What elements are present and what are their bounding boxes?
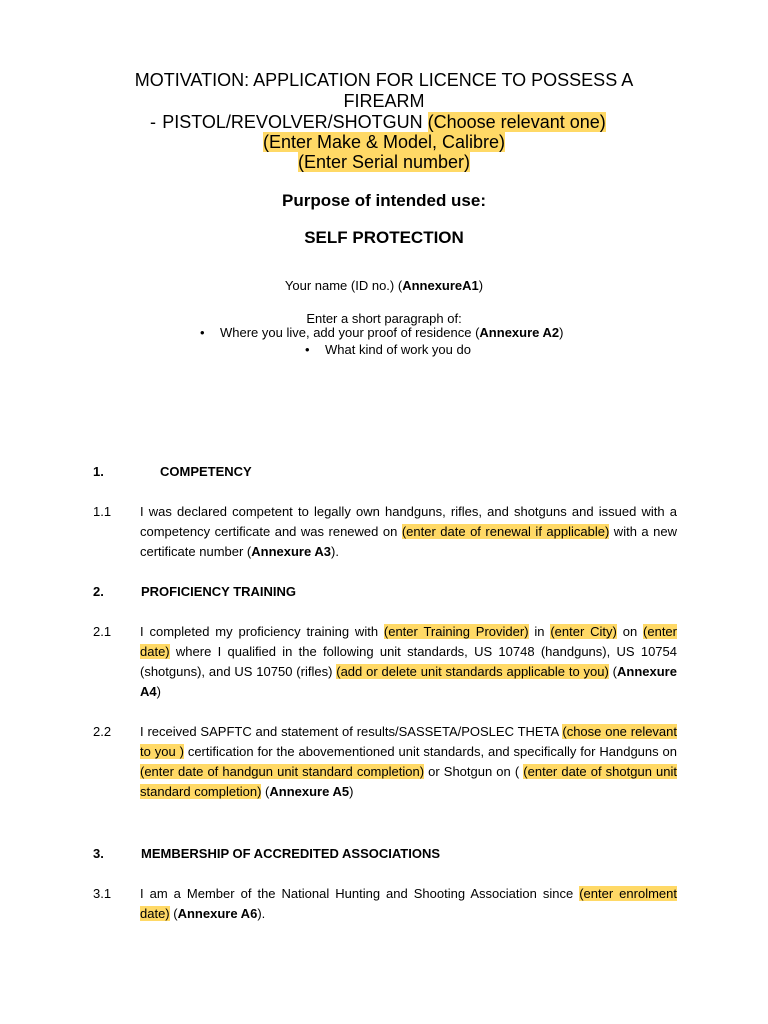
serial-number-line xyxy=(40,152,728,173)
paragraph-number: 3.1 xyxy=(93,886,112,901)
annexure-a6: Annexure A6 xyxy=(177,906,258,921)
training-date-placeholder: (enter date) xyxy=(140,624,677,659)
bullet-icon: • xyxy=(305,342,310,357)
firearm-type-text: PISTOL/REVOLVER/SHOTGUN xyxy=(162,112,428,132)
make-model-placeholder: (Enter Make & Model, Calibre) xyxy=(262,132,506,152)
city-placeholder: (enter City) xyxy=(550,624,617,639)
paragraph-number: 2.2 xyxy=(93,724,112,739)
section-heading-proficiency-training: 2. PROFICIENCY TRAINING xyxy=(93,584,297,599)
firearm-type-placeholder: (Choose relevant one) xyxy=(427,112,606,132)
bullet-icon: • xyxy=(200,325,205,340)
purpose-heading: Purpose of intended use: xyxy=(281,191,487,210)
bullet-item-work: • What kind of work you do xyxy=(305,342,471,357)
firearm-type-line xyxy=(40,112,728,133)
annexure-a1: AnnexureA1 xyxy=(402,278,479,293)
paragraph-1-1: 1.1 I was declared competent to legally own handguns, rifles, and shotguns and issued with a competency certificate and was renewed on (enter date of renewal if applicable) with a new certificate number (Annexure A3). xyxy=(93,504,677,559)
certification-body-placeholder: (chose one relevant to you ) xyxy=(140,724,678,759)
your-name-line: Your name (ID no.) (AnnexureA1) xyxy=(284,278,484,293)
bullet-item-residence: • Where you live, add your proof of residence (Annexure A2) xyxy=(200,325,564,340)
annexure-a5: Annexure A5 xyxy=(269,784,350,799)
enrolment-date-placeholder: (enter enrolment date) xyxy=(140,886,677,921)
document-title-line-1: MOTIVATION: APPLICATION FOR LICENCE TO POSSESS A xyxy=(134,70,634,90)
make-model-line xyxy=(40,132,728,153)
training-provider-placeholder: (enter Training Provider) xyxy=(383,624,529,639)
annexure-a2: Annexure A2 xyxy=(479,325,560,340)
serial-number-placeholder: (Enter Serial number) xyxy=(297,152,471,172)
paragraph-number: 1.1 xyxy=(93,504,112,519)
paragraph-2-2: 2.2 I received SAPFTC and statement of results/SASSETA/POSLEC THETA (chose one relevant to you ) certification for the abovementioned unit standards, and specifically for Handguns on (enter date of handgun unit standard completion) or Shotgun on ( (enter date of shotgun unit standard completion) (Annexure A5) xyxy=(93,724,678,799)
unit-standards-placeholder: (add or delete unit standards applicable to you) xyxy=(336,664,609,679)
handgun-date-placeholder: (enter date of handgun unit standard completion) xyxy=(140,764,425,779)
paragraph-2-1: 2.1 I completed my proficiency training with (enter Training Provider) in (enter City) on (enter date) where I qualified in the following unit standards, US 10748 (handguns), US 10754 (shotguns), and US 10750 (rifles) (add or delete unit standards applicable to you) (Annexure A4) xyxy=(93,624,677,699)
paragraph-3-1: 3.1 I am a Member of the National Hunting and Shooting Association since (enter enrolment date) (Annexure A6). xyxy=(93,886,677,921)
section-heading-membership: 3. MEMBERSHIP OF ACCREDITED ASSOCIATIONS xyxy=(93,846,441,861)
enter-short-paragraph: Enter a short paragraph of: xyxy=(306,311,462,326)
document-title-line-2: FIREARM xyxy=(343,91,425,111)
annexure-a4: Annexure A4 xyxy=(140,664,677,699)
renewal-date-placeholder: (enter date of renewal if applicable) xyxy=(401,524,610,539)
annexure-a3: Annexure A3 xyxy=(251,544,331,559)
section-heading-competency: 1. COMPETENCY xyxy=(93,464,252,479)
purpose-value: SELF PROTECTION xyxy=(304,228,464,247)
list-dash: - xyxy=(150,112,156,132)
shotgun-date-placeholder: (enter date of shotgun unit standard completion) xyxy=(140,764,677,799)
paragraph-number: 2.1 xyxy=(93,624,112,639)
